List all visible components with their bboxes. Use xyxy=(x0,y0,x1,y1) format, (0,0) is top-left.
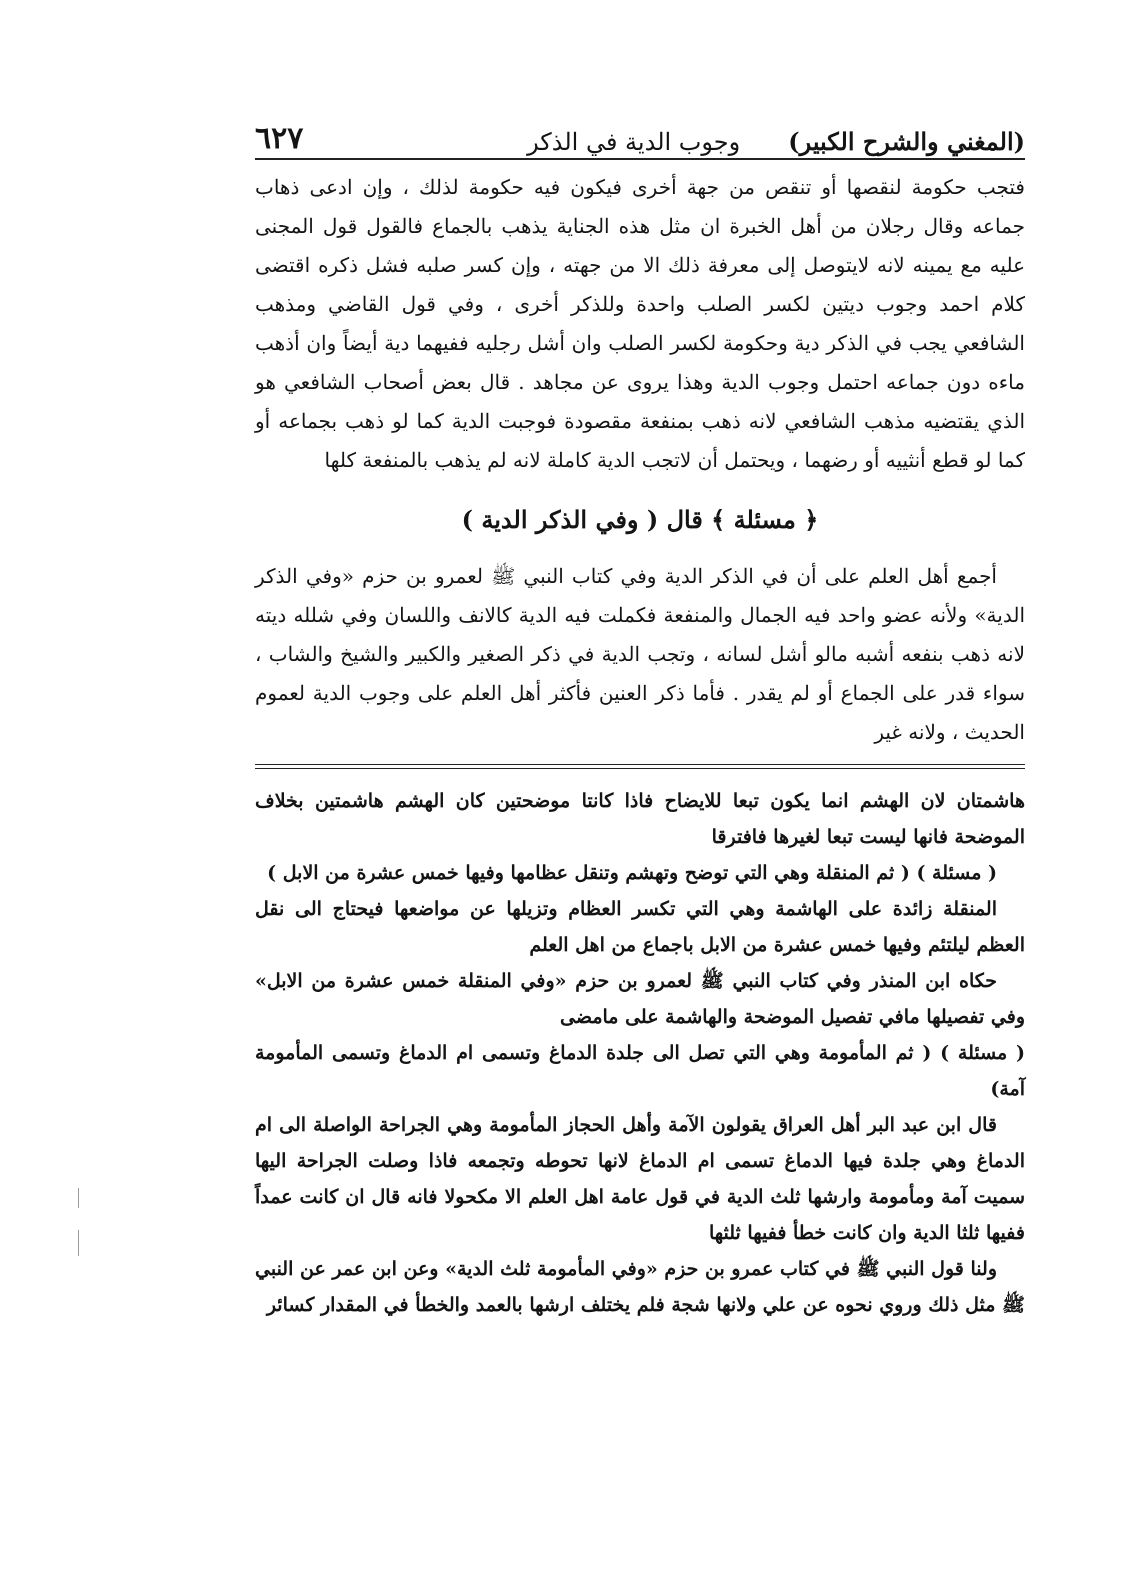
margin-scan-mark xyxy=(78,1230,79,1256)
paragraph: فتجب حكومة لنقصها أو تنقص من جهة أخرى فيكون فيه حكومة لذلك ، وإن ادعى ذهاب جماعه وقال رجلان من أهل الخبرة ان مثل هذه الجناية يذهب بالجماع فالقول قول المجنى عليه مع يمينه لانه لايتوصل إلى معرفة ذلك الا من جهته ، وإن كسر صلبه فشل ذكره اقتضى كلام احمد وجوب ديتين لكسر الصلب واحدة وللذكر أخرى ، وفي قول القاضي ومذهب الشافعي يجب في الذكر دية وحكومة لكسر الصلب وان أشل رجليه ففيهما دية أيضاً وان أذهب ماءه دون جماعه احتمل وجوب الدية وهذا يروى عن مجاهد . قال بعض أصحاب الشافعي هو الذي يقتضيه مذهب الشافعي لانه ذهب بمنفعة مقصودة فوجبت الدية كما لو ذهب بجماعه أو كما لو قطع أنثييه أو رضهما ، ويحتمل أن لاتجب الدية كاملة لانه لم يذهب بالمنفعة كلها xyxy=(255,175,1025,472)
masala-heading: ﴿ مسئلة ﴾ قال ( وفي الذكر الدية ) xyxy=(461,505,819,534)
section-divider xyxy=(255,764,1025,769)
masala-line: ( مسئلة ) ( ثم المأمومة وهي التي تصل الى جلدة الدماغ وتسمى ام الدماغ وتسمى المأمومة آمة) xyxy=(255,1042,1025,1100)
book-title: (المغني والشرح الكبير) xyxy=(788,127,1025,156)
paragraph: أجمع أهل العلم على أن في الذكر الدية وفي كتاب النبي ﷺ لعمرو بن حزم «وفي الذكر الدية» ولأنه عضو واحد فيه الجمال والمنفعة فكملت فيه الدية كالانف واللسان وفي شلله ديته لانه ذهب بنفعه أشبه مالو أشل لسانه ، وتجب الدية في ذكر الصغير والكبير والشيخ والشاب ، سواء قدر على الجماع أو لم يقدر . فأما ذكر العنين فأكثر أهل العلم على وجوب الدية لعموم الحديث ، ولانه غير xyxy=(255,564,1025,744)
running-header xyxy=(255,110,1025,160)
book-page xyxy=(255,110,1025,1323)
margin-scan-mark xyxy=(78,1188,79,1208)
paragraph: ولنا قول النبي ﷺ في كتاب عمرو بن حزم «وفي المأمومة ثلث الدية» وعن ابن عمر عن النبي ﷺ مثل ذلك وروي نحوه عن علي ولانها شجة فلم يختلف ارشها بالعمد والخطأ في المقدار كسائر xyxy=(255,1258,1025,1316)
masala-line: ( مسئلة ) ( ثم المنقلة وهي التي توضح وتهشم وتنقل عظامها وفيها خمس عشرة من الابل ) xyxy=(267,862,997,884)
paragraph: حكاه ابن المنذر وفي كتاب النبي ﷺ لعمرو بن حزم «وفي المنقلة خمس عشرة من الابل» وفي تفصيلها مافي تفصيل الموضحة والهاشمة على مامضى xyxy=(255,970,1025,1028)
main-text xyxy=(255,168,1025,752)
commentary-text xyxy=(255,783,1025,1323)
paragraph: قال ابن عبد البر أهل العراق يقولون الآمة وأهل الحجاز المأمومة وهي الجراحة الواصلة الى ام الدماغ وهي جلدة فيها الدماغ تسمى ام الدماغ لانها تحوطه وتجمعه فاذا وصلت الجراحة اليها سميت آمة ومأمومة وارشها ثلث الدية في قول عامة اهل العلم الا مكحولا فانه قال ان كانت عمداً ففيها ثلثا الدية وان كانت خطأ ففيها ثلثها xyxy=(255,1114,1025,1244)
section-title: وجوب الدية في الذكر xyxy=(527,128,741,156)
page-number: ٦٢٧ xyxy=(255,121,304,156)
paragraph: المنقلة زائدة على الهاشمة وهي التي تكسر العظام وتزيلها عن مواضعها فيحتاج الى نقل العظم ليلتئم وفيها خمس عشرة من الابل باجماع من اهل العلم xyxy=(255,898,1025,956)
paragraph: هاشمتان لان الهشم انما يكون تبعا للايضاح فاذا كانتا موضحتين كان الهشم هاشمتين بخلاف الموضحة فانها ليست تبعا لغيرها فافترقا xyxy=(255,790,1025,848)
